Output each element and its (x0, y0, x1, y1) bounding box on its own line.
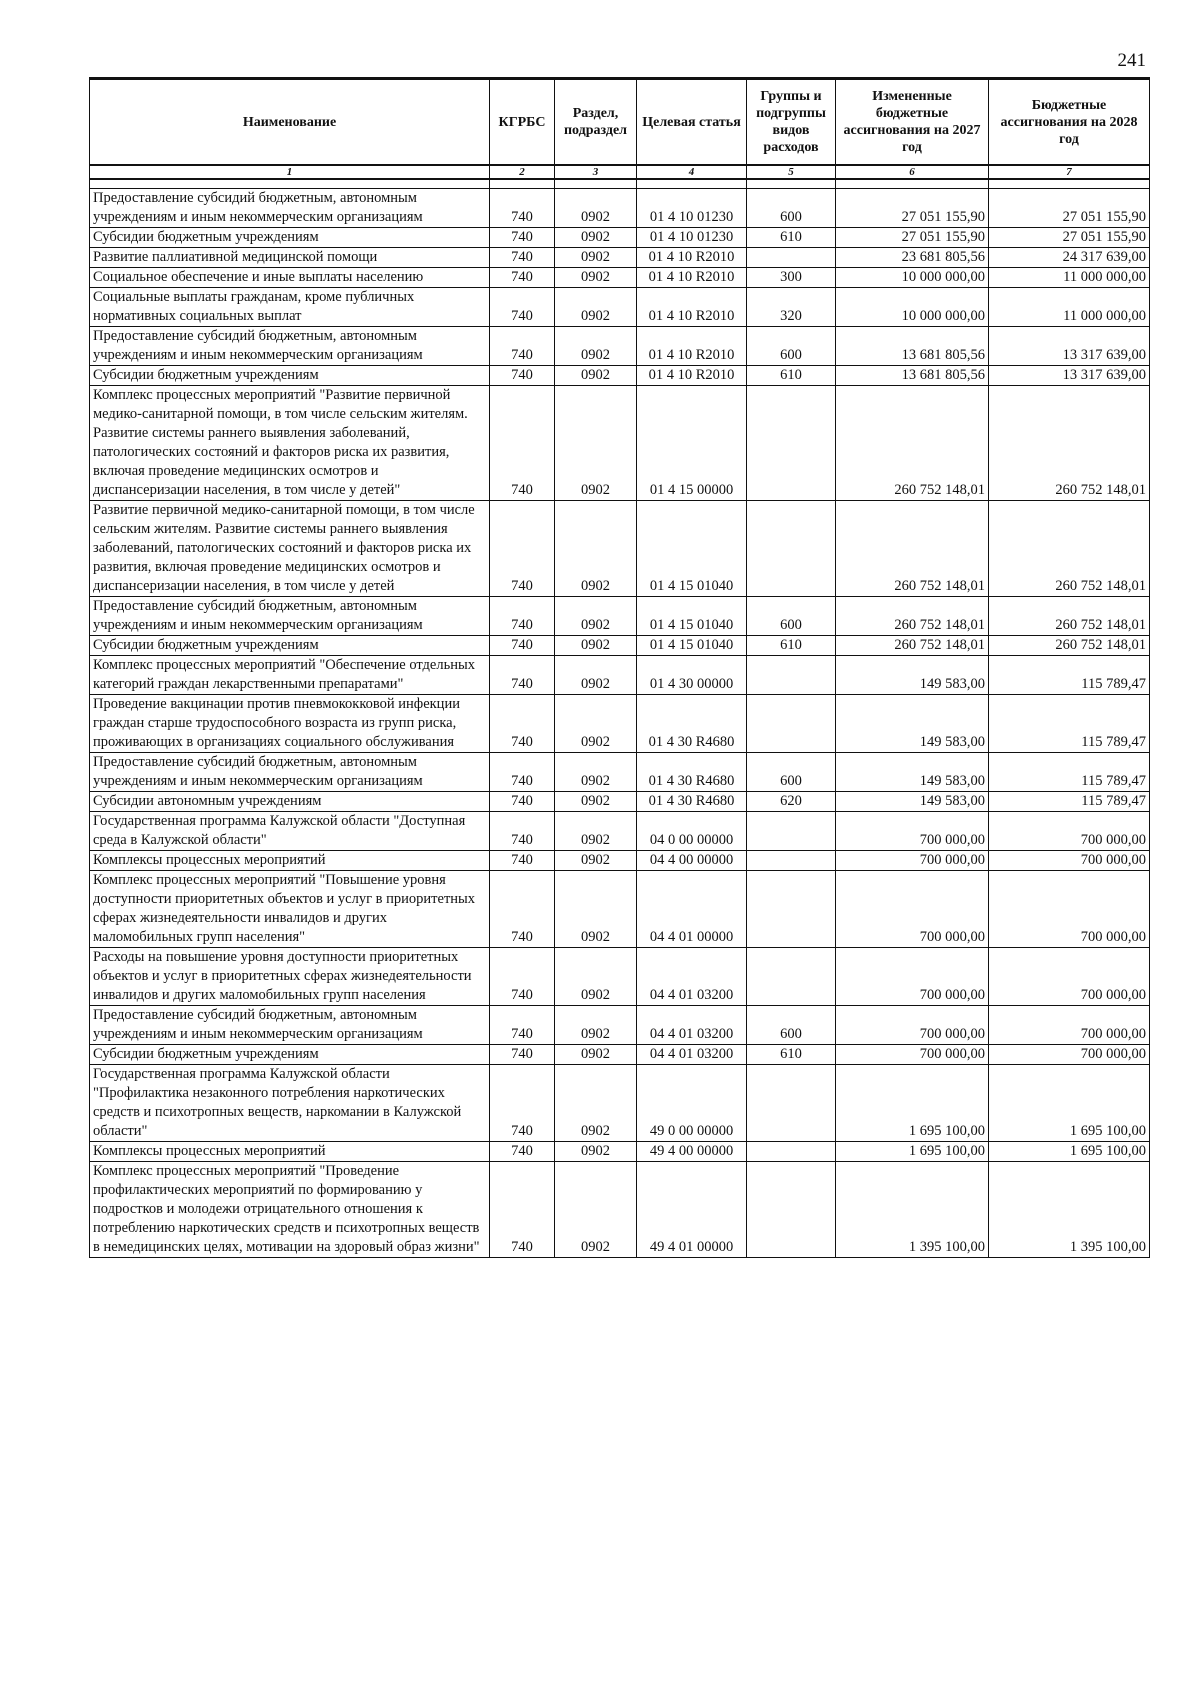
row-group: 300 (747, 268, 836, 288)
row-amount-2028: 13 317 639,00 (989, 327, 1150, 366)
row-section: 0902 (555, 189, 637, 228)
row-section: 0902 (555, 327, 637, 366)
row-target: 01 4 10 R2010 (637, 327, 747, 366)
row-kgrbs: 740 (490, 248, 555, 268)
row-section: 0902 (555, 656, 637, 695)
table-row (90, 268, 1150, 288)
row-group: 600 (747, 597, 836, 636)
row-amount-2027: 27 051 155,90 (836, 189, 989, 228)
row-group: 610 (747, 1045, 836, 1065)
row-group (747, 948, 836, 1006)
row-amount-2028: 115 789,47 (989, 792, 1150, 812)
row-target: 04 4 01 03200 (637, 1045, 747, 1065)
table-row (90, 851, 1150, 871)
table-row (90, 327, 1150, 366)
row-target: 04 4 00 00000 (637, 851, 747, 871)
row-name: Комплекс процессных мероприятий "Развитие первичной медико-санитарной помощи, в том числе сельским жителям. Развитие системы раннего выявления заболеваний, патологических состояний и факторов риска их развития, включая проведение медицинских осмотров и диспансеризации населения, в том числе у детей" (90, 386, 490, 501)
row-group (747, 656, 836, 695)
row-kgrbs: 740 (490, 327, 555, 366)
table-row (90, 656, 1150, 695)
row-amount-2028: 24 317 639,00 (989, 248, 1150, 268)
table-row (90, 1162, 1150, 1258)
table-row (90, 1142, 1150, 1162)
row-section: 0902 (555, 268, 637, 288)
header-kgrbs: КГРБС (490, 79, 555, 166)
row-name: Комплексы процессных мероприятий (90, 1142, 490, 1162)
row-amount-2028: 700 000,00 (989, 812, 1150, 851)
row-section: 0902 (555, 812, 637, 851)
row-group: 600 (747, 189, 836, 228)
row-section: 0902 (555, 228, 637, 248)
row-section: 0902 (555, 386, 637, 501)
row-target: 01 4 15 01040 (637, 636, 747, 656)
table-row (90, 597, 1150, 636)
row-group: 600 (747, 753, 836, 792)
row-name: Государственная программа Калужской области "Профилактика незаконного потребления наркотических средств и психотропных веществ, наркомании в Калужской области" (90, 1065, 490, 1142)
row-section: 0902 (555, 1162, 637, 1258)
row-section: 0902 (555, 948, 637, 1006)
table-row (90, 695, 1150, 753)
row-name: Предоставление субсидий бюджетным, автономным учреждениям и иным некоммерческим организациям (90, 327, 490, 366)
row-kgrbs: 740 (490, 812, 555, 851)
column-number: 3 (555, 165, 637, 179)
row-name: Комплекс процессных мероприятий "Проведение профилактических мероприятий по формированию у подростков и молодежи отрицательного отношения к потреблению наркотических средств и психотропных веществ в немедицинских целях, мотивации на здоровый образ жизни" (90, 1162, 490, 1258)
row-name: Государственная программа Калужской области "Доступная среда в Калужской области" (90, 812, 490, 851)
row-target: 01 4 15 01040 (637, 597, 747, 636)
row-kgrbs: 740 (490, 501, 555, 597)
column-number-row (90, 165, 1150, 179)
row-amount-2028: 1 695 100,00 (989, 1142, 1150, 1162)
row-kgrbs: 740 (490, 1142, 555, 1162)
header-2028: Бюджетные ассигнования на 2028 год (989, 79, 1150, 166)
row-amount-2027: 260 752 148,01 (836, 501, 989, 597)
row-kgrbs: 740 (490, 1162, 555, 1258)
column-number: 7 (989, 165, 1150, 179)
row-amount-2027: 260 752 148,01 (836, 386, 989, 501)
row-name: Комплекс процессных мероприятий "Повышение уровня доступности приоритетных объектов и услуг в приоритетных сферах жизнедеятельности инвалидов и других маломобильных групп населения" (90, 871, 490, 948)
row-target: 49 0 00 00000 (637, 1065, 747, 1142)
row-group (747, 1065, 836, 1142)
row-amount-2028: 700 000,00 (989, 1006, 1150, 1045)
column-number: 2 (490, 165, 555, 179)
header-name: Наименование (90, 79, 490, 166)
row-amount-2028: 700 000,00 (989, 871, 1150, 948)
spacer-row (90, 179, 1150, 189)
table-row (90, 1045, 1150, 1065)
row-kgrbs: 740 (490, 268, 555, 288)
row-amount-2027: 1 395 100,00 (836, 1162, 989, 1258)
row-target: 49 4 00 00000 (637, 1142, 747, 1162)
column-number: 4 (637, 165, 747, 179)
row-amount-2027: 149 583,00 (836, 656, 989, 695)
row-amount-2028: 27 051 155,90 (989, 189, 1150, 228)
row-group (747, 851, 836, 871)
row-target: 01 4 30 R4680 (637, 753, 747, 792)
row-name: Комплексы процессных мероприятий (90, 851, 490, 871)
row-kgrbs: 740 (490, 288, 555, 327)
table-row (90, 501, 1150, 597)
row-name: Субсидии бюджетным учреждениям (90, 366, 490, 386)
row-kgrbs: 740 (490, 1006, 555, 1045)
header-section: Раздел, подраздел (555, 79, 637, 166)
row-target: 04 4 01 03200 (637, 1006, 747, 1045)
row-group: 600 (747, 327, 836, 366)
row-kgrbs: 740 (490, 851, 555, 871)
row-amount-2028: 11 000 000,00 (989, 268, 1150, 288)
row-kgrbs: 740 (490, 386, 555, 501)
row-amount-2028: 260 752 148,01 (989, 386, 1150, 501)
page-number: 241 (1117, 50, 1146, 71)
row-name: Развитие паллиативной медицинской помощи (90, 248, 490, 268)
row-section: 0902 (555, 695, 637, 753)
row-section: 0902 (555, 501, 637, 597)
row-amount-2027: 1 695 100,00 (836, 1065, 989, 1142)
row-name: Развитие первичной медико-санитарной помощи, в том числе сельским жителям. Развитие системы раннего выявления заболеваний, патологических состояний и факторов риска их развития, включая проведение медицинских осмотров и диспансеризации населения, в том числе у детей (90, 501, 490, 597)
row-section: 0902 (555, 597, 637, 636)
row-section: 0902 (555, 851, 637, 871)
row-kgrbs: 740 (490, 753, 555, 792)
row-amount-2027: 149 583,00 (836, 695, 989, 753)
row-kgrbs: 740 (490, 656, 555, 695)
table-row (90, 1065, 1150, 1142)
row-group: 620 (747, 792, 836, 812)
row-kgrbs: 740 (490, 228, 555, 248)
row-group (747, 1162, 836, 1258)
row-target: 01 4 30 R4680 (637, 695, 747, 753)
row-target: 01 4 10 R2010 (637, 268, 747, 288)
row-amount-2027: 700 000,00 (836, 851, 989, 871)
row-kgrbs: 740 (490, 189, 555, 228)
row-group: 610 (747, 228, 836, 248)
row-amount-2027: 260 752 148,01 (836, 636, 989, 656)
row-group: 610 (747, 366, 836, 386)
table-row (90, 189, 1150, 228)
row-section: 0902 (555, 792, 637, 812)
column-number: 5 (747, 165, 836, 179)
row-amount-2027: 149 583,00 (836, 753, 989, 792)
row-target: 04 0 00 00000 (637, 812, 747, 851)
row-amount-2027: 23 681 805,56 (836, 248, 989, 268)
row-group (747, 871, 836, 948)
table-body (90, 179, 1150, 1258)
row-kgrbs: 740 (490, 871, 555, 948)
row-amount-2028: 700 000,00 (989, 1045, 1150, 1065)
table-row (90, 228, 1150, 248)
row-amount-2027: 700 000,00 (836, 948, 989, 1006)
row-kgrbs: 740 (490, 366, 555, 386)
row-group (747, 386, 836, 501)
row-section: 0902 (555, 366, 637, 386)
row-name: Предоставление субсидий бюджетным, автономным учреждениям и иным некоммерческим организациям (90, 189, 490, 228)
row-section: 0902 (555, 288, 637, 327)
row-group: 600 (747, 1006, 836, 1045)
row-amount-2028: 260 752 148,01 (989, 636, 1150, 656)
row-amount-2028: 13 317 639,00 (989, 366, 1150, 386)
row-amount-2027: 700 000,00 (836, 871, 989, 948)
row-amount-2028: 260 752 148,01 (989, 597, 1150, 636)
row-target: 01 4 15 00000 (637, 386, 747, 501)
row-amount-2028: 1 395 100,00 (989, 1162, 1150, 1258)
table-row (90, 792, 1150, 812)
row-amount-2028: 260 752 148,01 (989, 501, 1150, 597)
row-name: Социальные выплаты гражданам, кроме публичных нормативных социальных выплат (90, 288, 490, 327)
row-section: 0902 (555, 248, 637, 268)
row-section: 0902 (555, 1006, 637, 1045)
row-amount-2027: 27 051 155,90 (836, 228, 989, 248)
row-kgrbs: 740 (490, 597, 555, 636)
row-amount-2027: 13 681 805,56 (836, 366, 989, 386)
row-amount-2028: 700 000,00 (989, 948, 1150, 1006)
row-kgrbs: 740 (490, 792, 555, 812)
column-number: 6 (836, 165, 989, 179)
row-target: 01 4 10 01230 (637, 228, 747, 248)
row-section: 0902 (555, 871, 637, 948)
table-row (90, 753, 1150, 792)
column-number: 1 (90, 165, 490, 179)
table-row (90, 288, 1150, 327)
row-section: 0902 (555, 636, 637, 656)
row-target: 01 4 10 R2010 (637, 366, 747, 386)
row-target: 04 4 01 03200 (637, 948, 747, 1006)
budget-table (89, 77, 1150, 1258)
table-row (90, 812, 1150, 851)
table-row (90, 636, 1150, 656)
row-target: 04 4 01 00000 (637, 871, 747, 948)
header-2027: Измененные бюджетные ассигнования на 2027 год (836, 79, 989, 166)
row-target: 01 4 10 R2010 (637, 248, 747, 268)
row-section: 0902 (555, 753, 637, 792)
row-kgrbs: 740 (490, 636, 555, 656)
row-kgrbs: 740 (490, 1065, 555, 1142)
row-section: 0902 (555, 1045, 637, 1065)
row-amount-2027: 1 695 100,00 (836, 1142, 989, 1162)
row-target: 01 4 30 R4680 (637, 792, 747, 812)
row-group (747, 248, 836, 268)
row-target: 01 4 30 00000 (637, 656, 747, 695)
row-name: Комплекс процессных мероприятий "Обеспечение отдельных категорий граждан лекарственными препаратами" (90, 656, 490, 695)
table-row (90, 248, 1150, 268)
row-name: Социальное обеспечение и иные выплаты населению (90, 268, 490, 288)
row-amount-2028: 115 789,47 (989, 753, 1150, 792)
row-amount-2027: 13 681 805,56 (836, 327, 989, 366)
header-groups: Группы и подгруппы видов расходов (747, 79, 836, 166)
row-amount-2028: 115 789,47 (989, 695, 1150, 753)
row-amount-2028: 27 051 155,90 (989, 228, 1150, 248)
row-amount-2027: 700 000,00 (836, 812, 989, 851)
table-row (90, 871, 1150, 948)
row-group (747, 1142, 836, 1162)
row-section: 0902 (555, 1142, 637, 1162)
header-row (90, 79, 1150, 166)
row-target: 01 4 15 01040 (637, 501, 747, 597)
row-name: Субсидии бюджетным учреждениям (90, 228, 490, 248)
table-row (90, 366, 1150, 386)
row-name: Проведение вакцинации против пневмококковой инфекции граждан старше трудоспособного возраста из групп риска, проживающих в организациях социального обслуживания (90, 695, 490, 753)
row-amount-2027: 700 000,00 (836, 1006, 989, 1045)
row-amount-2027: 10 000 000,00 (836, 288, 989, 327)
row-amount-2027: 700 000,00 (836, 1045, 989, 1065)
row-target: 01 4 10 01230 (637, 189, 747, 228)
row-amount-2028: 115 789,47 (989, 656, 1150, 695)
row-amount-2028: 11 000 000,00 (989, 288, 1150, 327)
row-kgrbs: 740 (490, 1045, 555, 1065)
row-group: 320 (747, 288, 836, 327)
row-amount-2027: 260 752 148,01 (836, 597, 989, 636)
row-amount-2027: 10 000 000,00 (836, 268, 989, 288)
row-group (747, 695, 836, 753)
row-kgrbs: 740 (490, 695, 555, 753)
header-target: Целевая статья (637, 79, 747, 166)
row-target: 49 4 01 00000 (637, 1162, 747, 1258)
table-row (90, 1006, 1150, 1045)
row-target: 01 4 10 R2010 (637, 288, 747, 327)
row-group (747, 501, 836, 597)
row-section: 0902 (555, 1065, 637, 1142)
row-name: Субсидии автономным учреждениям (90, 792, 490, 812)
row-kgrbs: 740 (490, 948, 555, 1006)
row-name: Субсидии бюджетным учреждениям (90, 636, 490, 656)
row-name: Предоставление субсидий бюджетным, автономным учреждениям и иным некоммерческим организациям (90, 753, 490, 792)
row-amount-2028: 700 000,00 (989, 851, 1150, 871)
row-name: Предоставление субсидий бюджетным, автономным учреждениям и иным некоммерческим организациям (90, 1006, 490, 1045)
row-name: Субсидии бюджетным учреждениям (90, 1045, 490, 1065)
row-amount-2028: 1 695 100,00 (989, 1065, 1150, 1142)
row-name: Расходы на повышение уровня доступности приоритетных объектов и услуг в приоритетных сферах жизнедеятельности инвалидов и других маломобильных групп населения (90, 948, 490, 1006)
row-group (747, 812, 836, 851)
row-name: Предоставление субсидий бюджетным, автономным учреждениям и иным некоммерческим организациям (90, 597, 490, 636)
table-row (90, 948, 1150, 1006)
row-group: 610 (747, 636, 836, 656)
row-amount-2027: 149 583,00 (836, 792, 989, 812)
table-row (90, 386, 1150, 501)
